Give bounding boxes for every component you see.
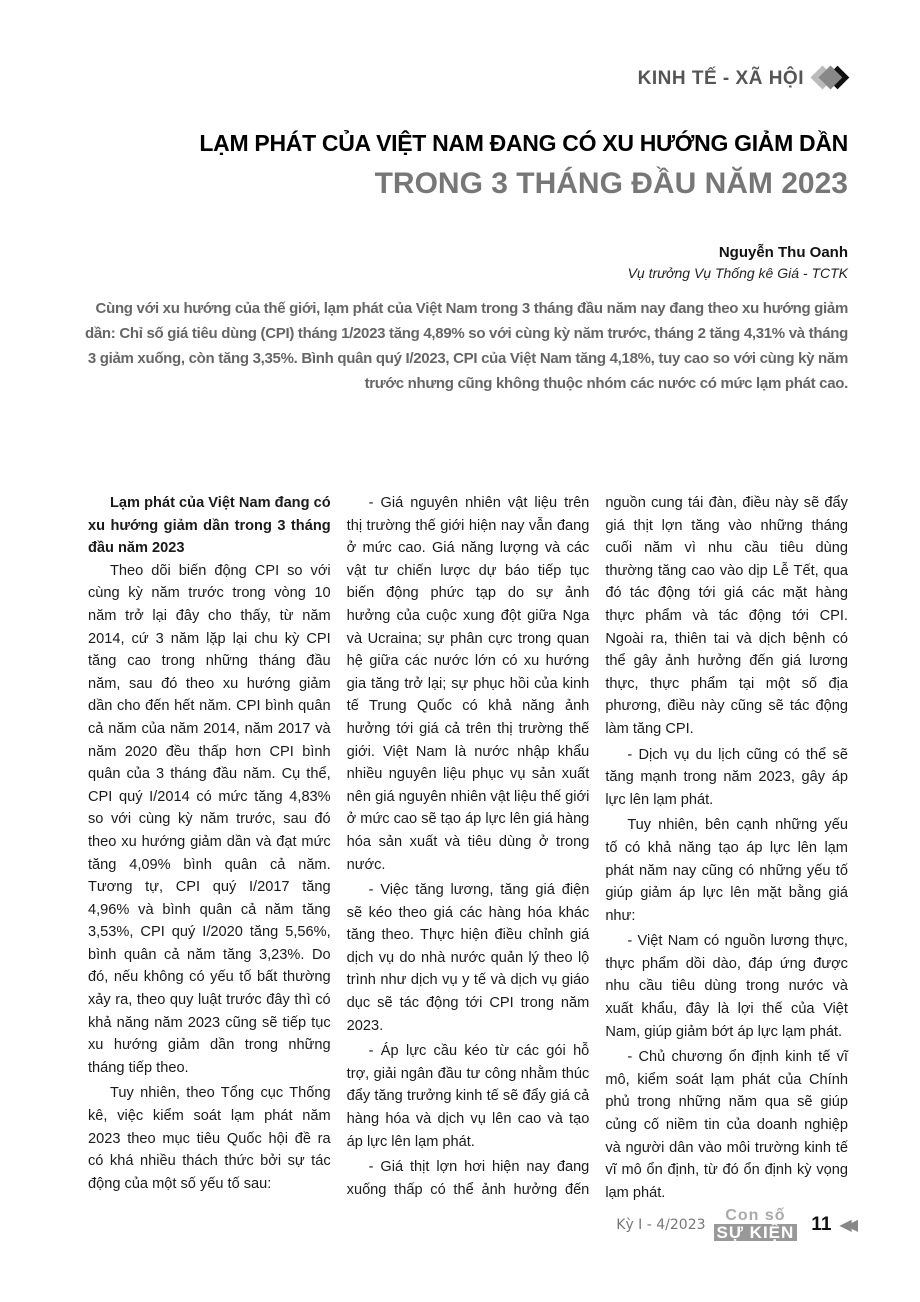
logo-top: Con số bbox=[725, 1207, 786, 1224]
paragraph: - Áp lực cầu kéo từ các gói hỗ trợ, giải ngân đầu tư công nhằm thúc đẩy tăng trưởng kinh tế sẽ đẩy giá cả hàng hóa và dịch vụ lên cao và tạo áp lực lên lạm phát. bbox=[346, 1043, 590, 1150]
section-header bbox=[638, 66, 848, 92]
paragraph: - Dịch vụ du lịch cũng có thể sẽ tăng mạnh trong năm 2023, gây áp lực lên lạm phát. bbox=[605, 746, 848, 808]
paragraph: Tuy nhiên, bên cạnh những yếu tố có khả năng tạo áp lực lên lạm phát năm nay cũng có những yếu tố giúp giảm áp lực lên mặt bằng giá như: bbox=[605, 817, 848, 924]
author-name: Nguyễn Thu Oanh bbox=[718, 244, 848, 261]
double-left-arrow-icon: ◀◀ bbox=[839, 1216, 852, 1234]
diamond-arrow-icon bbox=[812, 66, 848, 92]
paragraph: - Giá nguyên nhiên vật liệu trên thị trường thế giới hiện nay vẫn đang ở mức cao. Giá năng lượng và các vật tư chiến lược dự báo tiếp tục biến động phức tạp do sự ảnh hưởng của cuộc xung đột giữa Nga và Ucraina; sự phân cực trong quan hệ giữa các nước lớn có xu hướng gia tăng trở lại; sự phục hồi của kinh tế Trung Quốc có khả năng ảnh hưởng tới giá cả trên thị trường thế giới. Việt Nam là nước nhập khẩu nhiều nguyên liệu phục vụ sản xuất nên giá nguyên nhiên vật liệu thế giới ở mức cao sẽ tạo áp lực lên giá hàng hóa sản xuất và tiêu dùng ở trong nước. bbox=[346, 495, 590, 873]
paragraph: Theo dõi biến động CPI so với cùng kỳ năm trước trong vòng 10 năm trở lại đây cho thấy, từ năm 2014, cứ 3 năm lặp lại chu kỳ CPI tăng cao trong những tháng đầu năm, sau đó theo xu hướng giảm dần cho đến hết năm. CPI bình quân cả năm của năm 2014, năm 2017 và năm 2020 đều thấp hơn CPI bình quân của 3 tháng đầu năm. Cụ thể, CPI quý I/2014 có mức tăng 4,83% so với cùng kỳ năm trước, sau đó theo xu hướng giảm dần và đạt mức tăng 4,09% bình quân cả năm. Tương tự, CPI quý I/2017 tăng 4,96% và bình quân cả năm tăng 3,53%, CPI quý I/2020 tăng 5,56%, bình quân cả năm tăng 3,23%. Do đó, nếu không có yếu tố bất thường xảy ra, theo quy luật trước đây thì có khả năng năm 2023 cũng sẽ tiếp tục xu hướng giảm dần trong những tháng tiếp theo. bbox=[88, 562, 331, 1076]
paragraph: - Việt Nam có nguồn lương thực, thực phẩm dồi dào, đáp ứng được nhu cầu tiêu dùng trong nước và xuất khẩu, đây là lợi thế của Việt Nam, giúp giảm bớt áp lực lạm phát. bbox=[605, 933, 848, 1040]
article-body bbox=[88, 492, 848, 1204]
logo-bottom: SỰ KIỆN bbox=[714, 1224, 798, 1241]
paragraph: Tuy nhiên, theo Tổng cục Thống kê, việc kiểm soát lạm phát năm 2023 theo mục tiêu Quốc hội đề ra có khá nhiều thách thức bởi sự tác động của một số yếu tố sau: bbox=[88, 1085, 331, 1192]
article-subtitle: TRONG 3 THÁNG ĐẦU NĂM 2023 bbox=[374, 167, 848, 200]
page-number: 11 bbox=[811, 1213, 832, 1235]
paragraph: - Chủ chương ổn định kinh tế vĩ mô, kiểm soát lạm phát của Chính phủ trong những năm qua sẽ giúp củng cố niềm tin của doanh nghiệp và người dân vào môi trường kinh tế vĩ mô ổn định, từ đó ổn định kỳ vọng lạm phát. bbox=[605, 1049, 848, 1201]
paragraph: - Việc tăng lương, tăng giá điện sẽ kéo theo giá các hàng hóa khác tăng theo. Thực hiện điều chỉnh giá dịch vụ do nhà nước quản lý theo lộ trình như dịch vụ y tế và dịch vụ giáo dục sẽ tác động tới CPI trong năm 2023. bbox=[346, 882, 590, 1034]
page-footer bbox=[616, 1208, 852, 1241]
body-heading: Lạm phát của Việt Nam đang có xu hướng giảm dần trong 3 tháng đầu năm 2023 bbox=[88, 495, 331, 557]
article-title: LẠM PHÁT CỦA VIỆT NAM ĐANG CÓ XU HƯỚNG GIẢM DẦN bbox=[199, 130, 848, 156]
author-role: Vụ trưởng Vụ Thống kê Giá - TCTK bbox=[627, 265, 848, 281]
issue-label: Kỳ I - 4/2023 bbox=[616, 1216, 706, 1233]
lead-paragraph: Cùng với xu hướng của thế giới, lạm phát của Việt Nam trong 3 tháng đầu năm nay đang theo xu hướng giảm dần: Chỉ số giá tiêu dùng (CPI) tháng 1/2023 tăng 4,89% so với cùng kỳ năm trước, tháng 2 tăng 4,31% và tháng 3 giảm xuống, còn tăng 3,35%. Bình quân quý I/2023, CPI của Việt Nam tăng 4,18%, tuy cao so với cùng kỳ năm trước nhưng cũng không thuộc nhóm các nước có mức lạm phát cao. bbox=[85, 300, 848, 392]
author-block bbox=[628, 244, 848, 281]
magazine-logo bbox=[714, 1208, 798, 1241]
section-label: KINH TẾ - XÃ HỘI bbox=[637, 68, 804, 89]
paragraph: - Giá thịt lợn hơi hiện nay đang xuống thấp có thể ảnh hưởng đến nguồn cung tái đàn, điều này sẽ đẩy giá thịt lợn tăng vào những tháng cuối năm vì nhu cầu tiêu dùng thường tăng cao vào dịp Lễ Tết, qua đó tác động tới giá các mặt hàng thực phẩm và tác động tới CPI. Ngoài ra, thiên tai và dịch bệnh có thể gây ảnh hưởng đến giá lương thực, thực phẩm tại một số địa phương, điều này cũng sẽ tác động làm tăng CPI. bbox=[346, 495, 848, 1198]
